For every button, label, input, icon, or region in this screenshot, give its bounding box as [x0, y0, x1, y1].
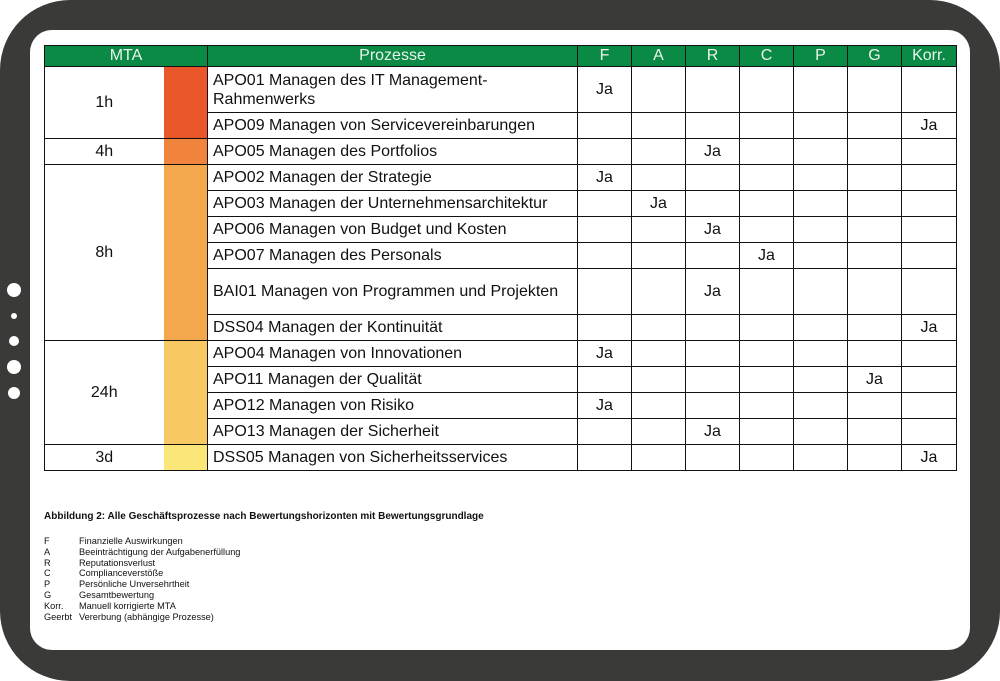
legend-item	[44, 612, 240, 623]
frame-dot	[11, 313, 17, 319]
mta-color-bar	[164, 139, 208, 165]
mta-cell: 8h	[45, 165, 164, 341]
rating-cell	[848, 217, 902, 243]
mta-cell: 24h	[45, 341, 164, 445]
rating-cell	[632, 217, 686, 243]
process-cell: APO06 Managen von Budget und Kosten	[208, 217, 578, 243]
rating-cell	[740, 315, 794, 341]
frame-dot	[8, 387, 20, 399]
rating-cell	[740, 113, 794, 139]
legend-key: F	[44, 536, 50, 546]
process-cell: BAI01 Managen von Programmen und Projekten	[208, 269, 578, 315]
header-korr: Korr.	[902, 46, 957, 67]
legend-item	[44, 558, 240, 569]
rating-cell	[632, 165, 686, 191]
mta-color-bar	[164, 445, 208, 471]
rating-cell	[740, 419, 794, 445]
rating-cell	[578, 243, 632, 269]
rating-cell	[686, 367, 740, 393]
header-f: F	[578, 46, 632, 67]
rating-cell	[848, 269, 902, 315]
rating-cell: Ja	[902, 315, 957, 341]
process-cell: APO12 Managen von Risiko	[208, 393, 578, 419]
rating-cell	[902, 139, 957, 165]
rating-cell	[578, 139, 632, 165]
rating-cell	[794, 217, 848, 243]
rating-cell	[686, 393, 740, 419]
process-cell: APO09 Managen von Servicevereinbarungen	[208, 113, 578, 139]
legend-key: C	[44, 568, 51, 579]
process-cell: APO11 Managen der Qualität	[208, 367, 578, 393]
rating-cell	[794, 393, 848, 419]
rating-cell	[848, 67, 902, 113]
rating-cell	[740, 341, 794, 367]
legend-label: Gesamtbewertung	[79, 589, 155, 600]
rating-cell	[686, 67, 740, 113]
rating-cell	[794, 445, 848, 471]
rating-cell	[740, 393, 794, 419]
mta-color-bar	[164, 67, 208, 139]
process-table	[44, 45, 957, 471]
rating-cell	[578, 113, 632, 139]
rating-cell: Ja	[848, 367, 902, 393]
table-row	[45, 445, 957, 471]
rating-cell	[794, 165, 848, 191]
mta-cell: 4h	[45, 139, 164, 165]
legend-key: A	[44, 546, 51, 557]
rating-cell	[848, 315, 902, 341]
rating-cell: Ja	[578, 67, 632, 113]
rating-cell	[740, 445, 794, 471]
rating-cell: Ja	[686, 139, 740, 165]
rating-cell	[902, 165, 957, 191]
process-cell: APO02 Managen der Strategie	[208, 165, 578, 191]
figure-caption: Abbildung 2: Alle Geschäftsprozesse nach Bewertungshorizonten mit Bewertungsgrundlage	[44, 511, 484, 522]
table-row	[45, 67, 957, 113]
rating-cell	[794, 243, 848, 269]
legend-label: Persönliche Unversehrtheit	[79, 579, 190, 590]
rating-cell: Ja	[686, 217, 740, 243]
rating-cell	[578, 269, 632, 315]
rating-cell: Ja	[686, 269, 740, 315]
table-row	[45, 165, 957, 191]
process-cell: APO07 Managen des Personals	[208, 243, 578, 269]
header-a: A	[632, 46, 686, 67]
rating-cell	[902, 419, 957, 445]
rating-cell	[794, 367, 848, 393]
mta-color-bar	[164, 165, 208, 341]
rating-cell	[794, 269, 848, 315]
rating-cell: Ja	[578, 165, 632, 191]
rating-cell	[578, 191, 632, 217]
rating-cell: Ja	[686, 419, 740, 445]
rating-cell	[686, 113, 740, 139]
rating-cell	[848, 393, 902, 419]
frame-dot	[7, 360, 21, 374]
header-r: R	[686, 46, 740, 67]
rating-cell	[848, 243, 902, 269]
rating-cell	[578, 367, 632, 393]
frame-dot	[9, 336, 19, 346]
process-cell: DSS04 Managen der Kontinuität	[208, 315, 578, 341]
process-cell: APO03 Managen der Unternehmensarchitektur	[208, 191, 578, 217]
legend-item	[44, 590, 240, 601]
rating-cell	[794, 419, 848, 445]
rating-cell	[848, 191, 902, 217]
rating-cell	[794, 315, 848, 341]
legend-label: Vererbung (abhängige Prozesse)	[79, 611, 214, 622]
header-p: P	[794, 46, 848, 67]
legend-item	[44, 547, 240, 558]
table-row	[45, 341, 957, 367]
legend-key: Geerbt	[44, 611, 73, 622]
legend-key: Korr.	[44, 600, 64, 611]
rating-cell	[902, 367, 957, 393]
rating-cell	[578, 445, 632, 471]
rating-cell	[686, 341, 740, 367]
legend-item	[44, 568, 240, 579]
rating-cell	[902, 67, 957, 113]
table-row	[45, 139, 957, 165]
rating-cell	[902, 341, 957, 367]
rating-cell	[632, 139, 686, 165]
mta-cell: 1h	[45, 67, 164, 139]
header-row	[45, 46, 957, 67]
rating-cell: Ja	[578, 341, 632, 367]
legend-item	[44, 536, 240, 547]
rating-cell	[632, 269, 686, 315]
rating-cell	[632, 113, 686, 139]
legend-label: Manuell korrigierte MTA	[79, 600, 176, 611]
rating-cell	[686, 315, 740, 341]
header-g: G	[848, 46, 902, 67]
rating-cell	[794, 191, 848, 217]
frame-dot	[7, 283, 21, 297]
rating-cell	[794, 67, 848, 113]
legend-key: R	[44, 557, 51, 568]
rating-cell	[794, 341, 848, 367]
rating-cell	[632, 315, 686, 341]
rating-cell	[848, 139, 902, 165]
rating-cell	[740, 67, 794, 113]
rating-cell	[578, 315, 632, 341]
legend-key: G	[44, 589, 52, 600]
process-cell: APO13 Managen der Sicherheit	[208, 419, 578, 445]
rating-cell	[632, 393, 686, 419]
rating-cell	[740, 191, 794, 217]
mta-color-bar	[164, 341, 208, 445]
rating-cell	[902, 393, 957, 419]
rating-cell: Ja	[902, 113, 957, 139]
rating-cell	[578, 419, 632, 445]
rating-cell	[740, 217, 794, 243]
rating-cell	[848, 445, 902, 471]
rating-cell	[740, 269, 794, 315]
legend-label: Complianceverstöße	[79, 568, 164, 579]
legend-label: Finanzielle Auswirkungen	[79, 536, 183, 546]
rating-cell: Ja	[578, 393, 632, 419]
rating-cell	[848, 419, 902, 445]
process-cell: APO05 Managen des Portfolios	[208, 139, 578, 165]
rating-cell: Ja	[902, 445, 957, 471]
rating-cell	[686, 445, 740, 471]
rating-cell	[632, 67, 686, 113]
rating-cell	[632, 243, 686, 269]
rating-cell	[578, 217, 632, 243]
mta-cell: 3d	[45, 445, 164, 471]
rating-cell: Ja	[740, 243, 794, 269]
rating-cell	[902, 243, 957, 269]
rating-cell	[902, 269, 957, 315]
rating-cell	[686, 243, 740, 269]
legend-item	[44, 579, 240, 590]
rating-cell	[632, 367, 686, 393]
rating-cell	[632, 419, 686, 445]
header-mta: MTA	[45, 46, 208, 67]
rating-cell	[740, 139, 794, 165]
process-cell: DSS05 Managen von Sicherheitsservices	[208, 445, 578, 471]
rating-cell	[902, 191, 957, 217]
process-cell: APO04 Managen von Innovationen	[208, 341, 578, 367]
legend-item	[44, 601, 240, 612]
rating-cell	[686, 165, 740, 191]
rating-cell	[848, 165, 902, 191]
rating-cell	[848, 113, 902, 139]
rating-cell	[632, 445, 686, 471]
rating-cell	[902, 217, 957, 243]
header-prozesse: Prozesse	[208, 46, 578, 67]
rating-cell	[686, 191, 740, 217]
rating-cell	[632, 341, 686, 367]
rating-cell	[794, 139, 848, 165]
rating-cell	[740, 367, 794, 393]
legend	[44, 536, 240, 622]
legend-label: Reputationsverlust	[79, 557, 156, 568]
rating-cell	[740, 165, 794, 191]
rating-cell	[794, 113, 848, 139]
rating-cell	[848, 341, 902, 367]
legend-key: P	[44, 579, 51, 590]
process-cell: APO01 Managen des IT Management-Rahmenwerks	[208, 67, 578, 113]
rating-cell: Ja	[632, 191, 686, 217]
legend-label: Beeinträchtigung der Aufgabenerfüllung	[79, 546, 241, 557]
header-c: C	[740, 46, 794, 67]
